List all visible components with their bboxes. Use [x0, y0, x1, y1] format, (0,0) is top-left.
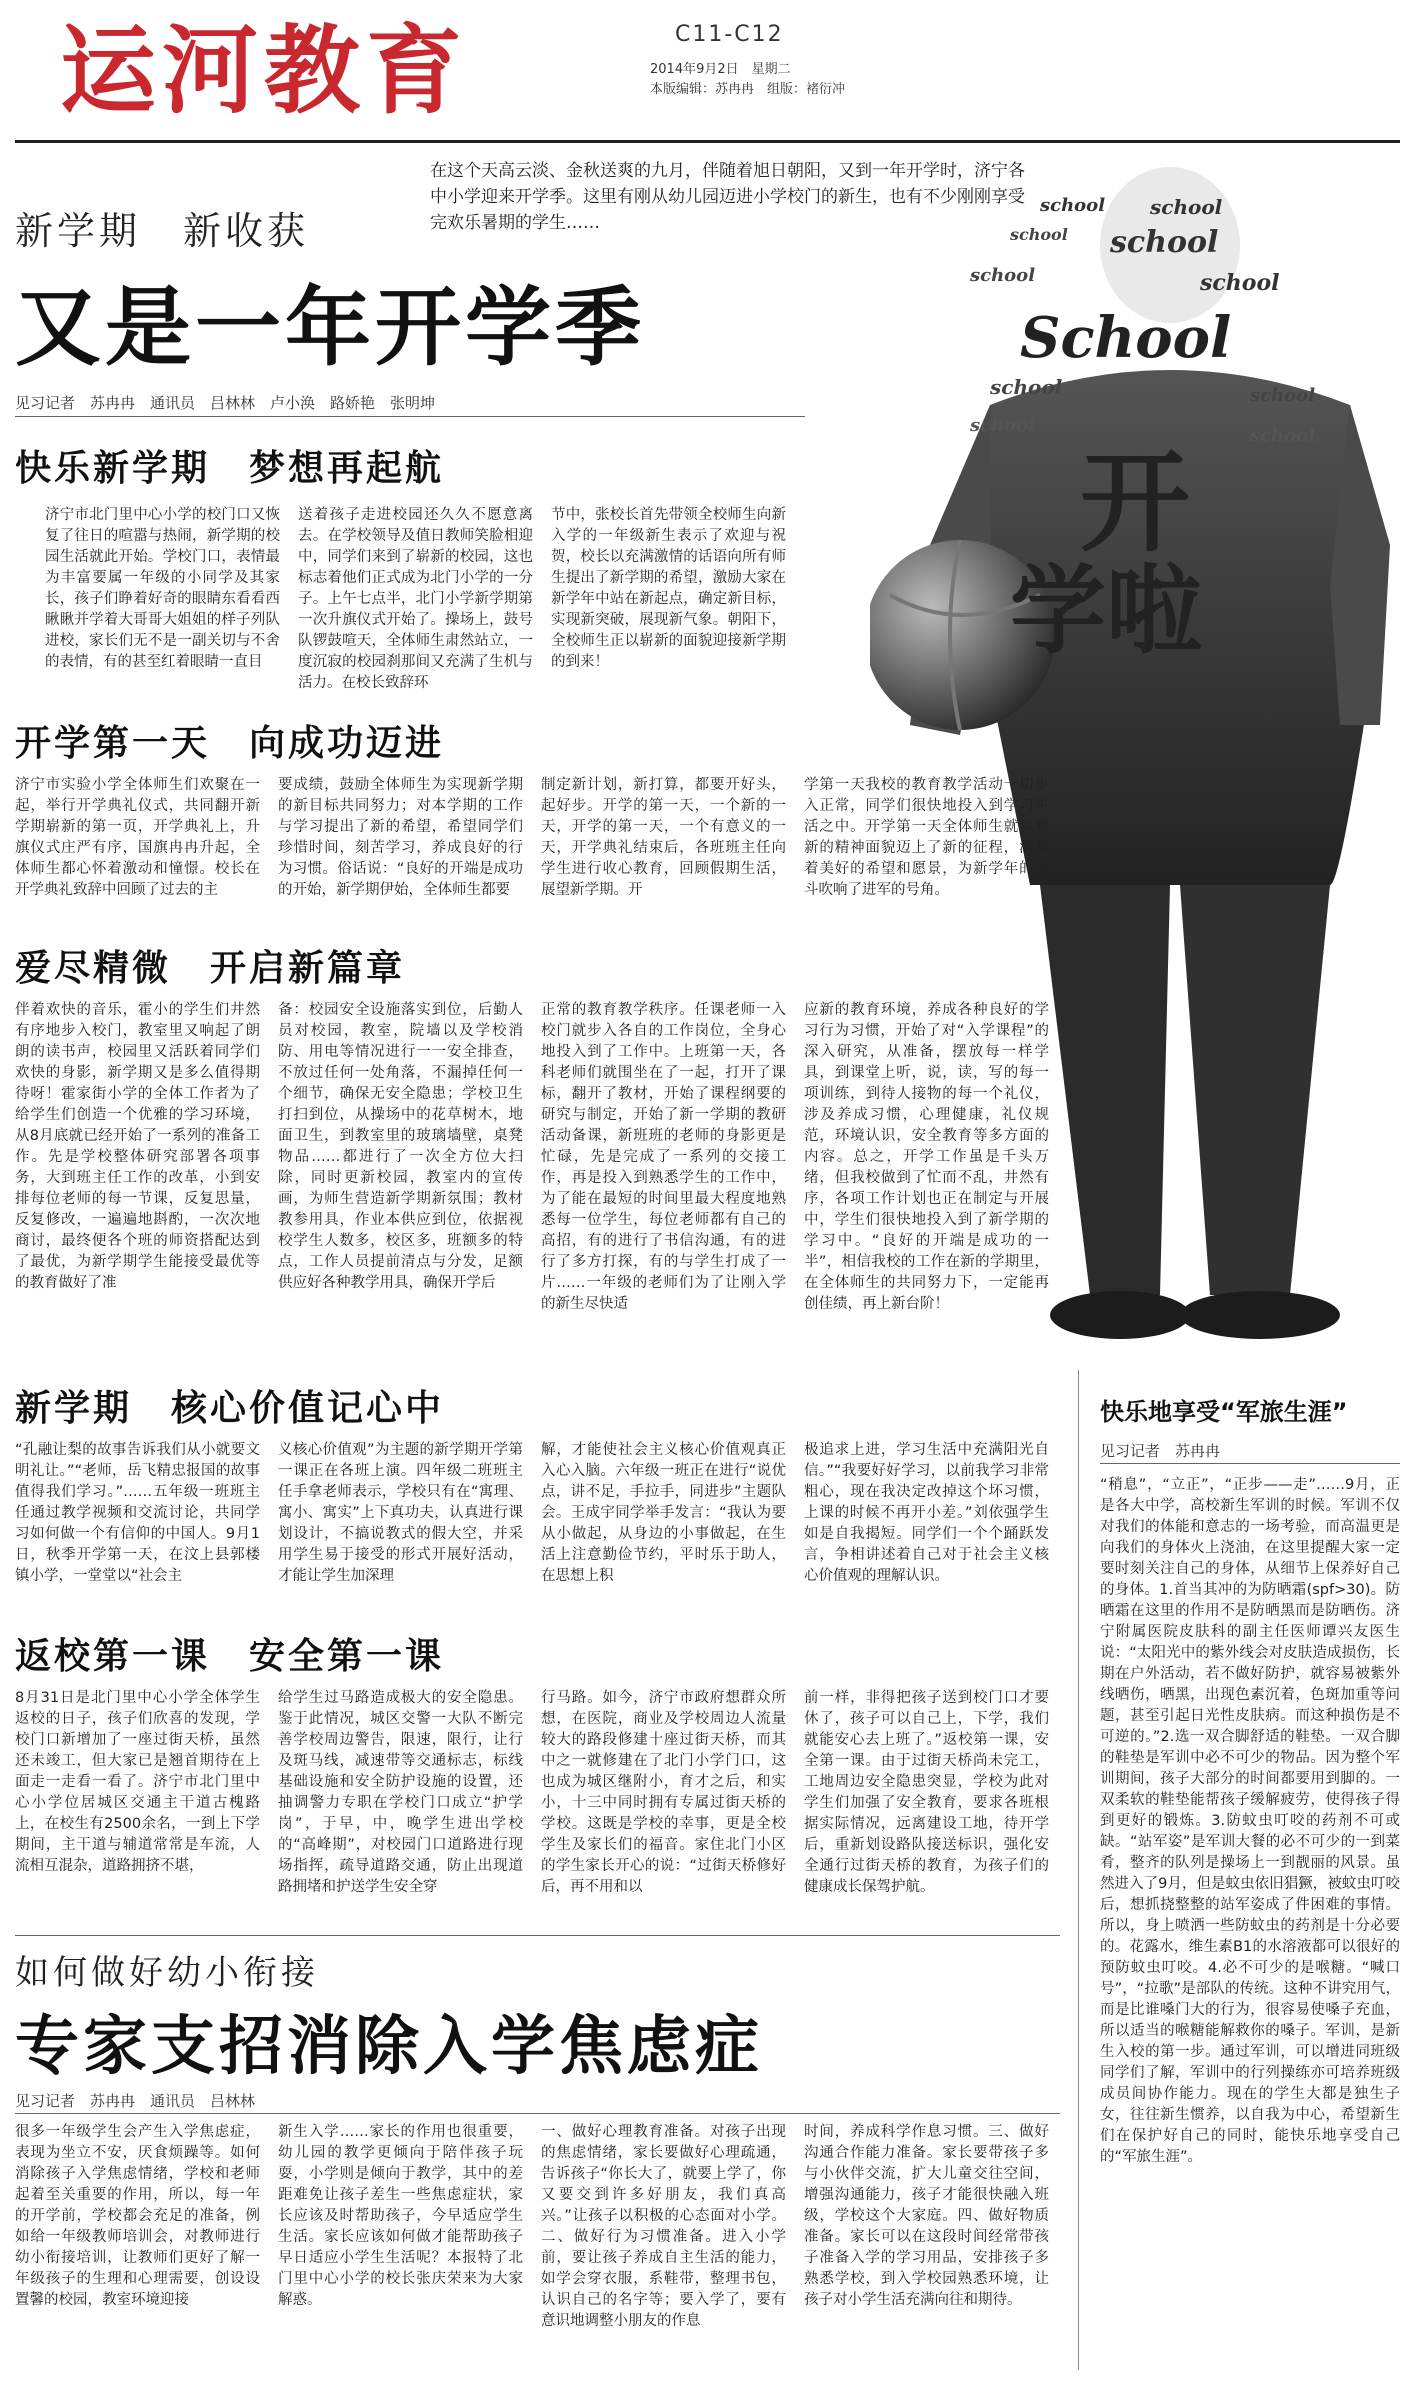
section-2-body — [15, 775, 1055, 925]
hero-word-8: school — [1250, 385, 1316, 406]
section-1-body — [45, 505, 805, 715]
layout-credit: 组版：褚衍冲 — [767, 82, 846, 97]
issue-weekday: 星期二 — [751, 62, 791, 77]
section-3-col-3: 正常的教育教学秩序。任课老师一入校门就步入各自的工作岗位，全身心地投入到了工作中。上班第一天，各科老师们就围坐在了一起，打开了课标，翻开了教材，开始了课程纲要的研究与制定，开始了新一学期的教研活动备课，新班班的老师的身影更是忙碌，先是完成了一系列的交接工作，再是投入到熟悉学生的工作中，为了能在最短的时间里最大程度地熟悉每一位学生，每位老师都有自己的高招，有的进行了书信沟通，有的进行了多方打探，有的与学生打成了一片……一年级的老师们为了让刚入学的新生尽快适 — [541, 1002, 786, 1312]
section-2-col-2: 要成绩，鼓励全体师生为实现新学期的新目标共同努力；对本学期的工作与学习提出了新的希望，希望同学们珍惜时间，刻苦学习，养成良好的行为习惯。俗话说：“良好的开端是成功的开始，新学期伊始，全体师生都要 — [278, 777, 523, 898]
feature-body — [15, 2122, 1055, 2372]
hero-word-4: school — [1110, 225, 1219, 260]
sidebar-rule — [1100, 1463, 1400, 1464]
lead-rule — [15, 416, 805, 417]
lead-kicker: 新学期 新收获 — [15, 209, 310, 253]
section-4-col-2: 义核心价值观”为主题的新学期开学第一课正在各班上演。四年级二班班主任手拿老师表示，学校只有在“寓理、寓小、寓实”上下真功夫，认真进行课划设计，不搞说教式的假大空，并采用学生易于接受的形式开展好活动，才能让学生加深理 — [278, 1442, 523, 1584]
hero-word-3: school — [1010, 225, 1068, 244]
section-3-title: 爱尽精微 开启新篇章 — [15, 948, 406, 989]
feature-byline: 见习记者 苏冉冉 通讯员 吕林林 — [15, 2092, 256, 2110]
page-numbers: C11-C12 — [675, 22, 784, 47]
editor-credit: 本版编辑：苏冉冉 — [650, 82, 755, 97]
feature-kicker: 如何做好幼小衔接 — [15, 1953, 319, 1993]
issue-meta — [650, 60, 845, 100]
feature-col-1: 很多一年级学生会产生入学焦虑症，表现为坐立不安，厌食烦躁等。如何消除孩子入学焦虑情绪，学校和老师起着至关重要的作用，所以，每一年的开学前，学校都会充足的准备，例如给一年级教师培训会，对教师进行幼小衔接培训，让教师们更好了解一年级孩子的生理和心理需要，创设设置馨的校园，教室环境迎接 — [15, 2124, 260, 2308]
masthead-title: 运河教育 — [60, 15, 468, 127]
feature-col-3: 一、做好心理教育准备。对孩子出现的焦虑情绪，家长要做好心理疏通，告诉孩子“你长大了，就要上学了，你又要交到许多好朋友，我们真高兴。”让孩子以积极的心态面对小学。二、做好行为习惯准备。进入小学前，要让孩子养成自主生活的能力，如学会穿衣服，系鞋带，整理书包，认识自己的名字等；要入学了，要有意识地调整小朋友的作息 — [541, 2124, 786, 2329]
hero-word-6: school — [1200, 270, 1280, 296]
sidebar-body: “稍息”，“立正”，“正步——走”……9月，正是各大中学，高校新生军训的时候。军训不仅对我们的体能和意志的一场考验，而高温更是向我们的身体火上浇油，在这里提醒大家一定要时刻关注自己的身体，从细节上保养好自己的身体。1.首当其冲的为防晒霜(spf>30)。防晒霜在这里的作用不是防晒黑而是防晒伤。济宁附属医院皮肤科的副主任医师谭兴友医生说：“太阳光中的紫外线会对皮肤造成损伤，长期在户外活动，若不做好防护，就容易被紫外线晒伤，晒黑，出现色素沉着，色斑加重等问题，甚至引起日光性皮肤病。而这种损伤是不可逆的。”2.选一双合脚舒适的鞋垫。一双合脚的鞋垫是军训中必不可少的物品。因为整个军训期间，孩子大部分的时间都要用到脚的。一双柔软的鞋垫能帮孩子缓解疲劳，使得孩子得到更好的锻炼。3.防蚊虫叮咬的药剂不可或缺。“站军姿”是军训大餐的必不可少的一到菜肴，整齐的队列是操场上一到靓丽的风景。虽然进入了9月，但是蚊虫依旧猖獗，被蚊虫叮咬后，想抓挠整整的站军姿成了件困难的事情。所以，身上喷洒一些防蚊虫的药剂是十分必要的。花露水，维生素B1的水溶液都可以很好的预防蚊虫叮咬。4.必不可少的是喉糖。“喊口号”，“拉歌”是部队的传统。这种不讲究用气，而是比谁嗓门大的行为，很容易使嗓子充血，所以适当的喉糖能解救你的嗓子。军训，是新生入校的第一步。通过军训，可以增进同班级同学们了解，军训中的行列操练亦可培养班级成员间协作能力。现在的学生大都是独生子女，往往新生惯养，以自我为中心，希望新生们在保护好自己的同时，能快乐地享受自己的“军旅生涯”。 — [1100, 1477, 1400, 2165]
section-3-col-4: 应新的教育环境，养成各种良好的学习行为习惯，开始了对“入学课程”的深入研究，从准备，摆放每一样学具，到课堂上听，说，读，写的每一项训练，到待人接物的每一个礼仪，涉及养成习惯，心理健康，礼仪规范，环境认识，安全教育等多方面的内容。总之，开学工作虽是千头万绪，但我校做到了忙而不乱，井然有序，各项工作计划也正在制定与开展中，学生们很快地投入到了新学期的学习中。“良好的开端是成功的一半”，相信我校的工作在新的学期里，在全体师生的共同努力下，一定能再创佳绩，再上新台阶！ — [804, 1002, 1049, 1312]
sidebar-divider — [1078, 1370, 1079, 2370]
hero-word-5: school — [970, 265, 1036, 286]
section-5-col-2: 给学生过马路造成极大的安全隐患。鉴于此情况，城区交警一大队不断完善学校周边警告，限速，限行，让行及斑马线，减速带等交通标志，标线基础设施和安全防护设施的设置，还抽调警力专职在学校门口成立“护学岗”，于早，中，晚学生进出学校的“高峰期”，对校园门口道路进行现场指挥，疏导道路交通，防止出现道路拥堵和护送学生安全穿 — [278, 1690, 523, 1895]
hero-slogan-line1: 开 — [1080, 439, 1190, 567]
section-1-col-1: 济宁市北门里中心小学的校门口又恢复了往日的喧嚣与热闹，新学期的校园生活就此开始。学校门口，表情最为丰富要属一年级的小同学及其家长，孩子们睁着好奇的眼睛东看看西瞅瞅并学着大哥哥大姐姐的样子列队进校，家长们无不是一副关切与不舍的表情，有的甚至红着眼睛一直目 — [45, 507, 280, 670]
hero-word-9: school — [970, 415, 1036, 436]
top-rule — [15, 140, 1400, 143]
hero-slogan-line2: 学啦 — [1010, 555, 1202, 667]
section-3-body — [15, 1000, 1055, 1340]
lead-title: 又是一年开学季 — [15, 278, 645, 378]
issue-date: 2014年9月2日 — [650, 62, 739, 77]
section-1-title: 快乐新学期 梦想再起航 — [15, 448, 445, 489]
section-4-col-3: 解，才能使社会主义核心价值观真正入心入脑。六年级一班正在进行“说优点，讲不足，手拉手，同进步”主题队会。王成宇同学举手发言：“我认为要从小做起，从身边的小事做起，在生活上注意勤俭节约，平时乐于助人，在思想上积 — [541, 1442, 786, 1584]
hero-word-1: school — [1040, 195, 1106, 216]
section-2-col-4: 学第一天我校的教育教学活动一切步入正常，同学们很快地投入到学习生活之中。开学第一天全体师生就以崭新的精神面貌迈上了新的征程，满载着美好的希望和愿景，为新学年的战斗吹响了进军的号角。 — [804, 777, 1049, 898]
section-5-body — [15, 1688, 1055, 1918]
sidebar-byline: 见习记者 苏冉冉 — [1100, 1442, 1221, 1460]
section-5-col-3: 行马路。如今，济宁市政府想群众所想，在医院，商业及学校周边人流量较大的路段修建十座过街天桥，而其中之一就修建在了北门小学门口，这也成为城区继附小，育才之后，和实小，十三中同时拥有专属过街天桥的学校。这既是学校的幸事，更是全校学生及家长们的福音。家住北门小区的学生家长开心的说：“过街天桥修好后，再不用和以 — [541, 1690, 786, 1895]
section-1-col-3: 节中，张校长首先带领全校师生向新入学的一年级新生表示了欢迎与祝贺，校长以充满激情的话语向所有师生提出了新学期的希望，激励大家在新学年中站在新起点，确定新目标，实现新突破，展现新气象。朝阳下，全校师生正以崭新的面貌迎接新学期的到来！ — [551, 507, 786, 670]
section-3-col-1: 伴着欢快的音乐，霍小的学生们井然有序地步入校门，教室里又响起了朗朗的读书声，校园里又活跃着同学们欢快的身影，新学期又是多么值得期待呀！霍家街小学的全体工作者为了给学生们创造一个优雅的学习环境，从8月底就已经开始了一系列的准备工作。先是学校整体研究部署各项事务，大到班主任工作的改革，小到安排每位老师的每一节课，反复思量，反复修改，一遍遍地斟酌，一次次地商讨，最终便各个班的师资搭配达到了最优，为新学期学生能接受最优等的教育做好了准 — [15, 1002, 260, 1291]
hero-word-7: school — [990, 375, 1063, 399]
hero-word-10: school — [1250, 425, 1316, 446]
section-5-col-4: 前一样，非得把孩子送到校门口才要休了，孩子可以自己上，下学，我们就能安心去上班了。”返校第一课，安全第一课。由于过街天桥尚未完工，工地周边安全隐患突显，学校为此对学生们加强了安全教育，要求各班根据实际情况，远离建设工地，待开学后，重新划设路队接送标识，强化安全通行过街天桥的教育，为孩子们的健康成长保驾护航。 — [804, 1690, 1049, 1895]
section-4-body — [15, 1440, 1055, 1605]
feature-col-4: 时间，养成科学作息习惯。三、做好沟通合作能力准备。家长要带孩子多与小伙伴交流，扩大儿童交往空间，增强沟通能力，孩子才能很快融入班级，学校这个大家庭。四、做好物质准备。家长可以在这段时间经常带孩子准备入学的学习用品，安排孩子多熟悉学校，到入学校园熟悉环境，让孩子对小学生活充满向往和期待。 — [804, 2124, 1049, 2308]
hero-word-2: school — [1150, 195, 1223, 219]
intro-paragraph: 在这个天高云淡、金秋送爽的九月，伴随着旭日朝阳，又到一年开学时，济宁各中小学迎来开学季。这里有刚从幼儿园迈进小学校门的新生，也有不少刚刚享受完欢乐暑期的学生…… — [430, 161, 1025, 233]
feature-rule-top — [15, 1935, 1060, 1936]
feature-rule — [15, 2113, 1060, 2114]
section-2-col-1: 济宁市实验小学全体师生们欢聚在一起，举行开学典礼仪式，共同翻开新学期崭新的第一页，开学典礼上，升旗仪式庄严有序，国旗冉冉升起，全体师生都心怀着激动和憧憬。校长在开学典礼致辞中回顾了过去的主 — [15, 777, 260, 898]
section-2-col-3: 制定新计划，新打算，都要开好头，起好步。开学的第一天，一个新的一天，开学的第一天，一个有意义的一天，开学典礼结束后，各班班主任向学生进行收心教育，回顾假期生活，展望新学期。开 — [541, 777, 786, 898]
section-4-col-1: “孔融让梨的故事告诉我们从小就要文明礼让。”“老师，岳飞精忠报国的故事值得我们学习。”……五年级一班班主任通过教学视频和交流讨论，共同学习如何做一个有信仰的中国人。9月1日，秋季开学第一天，在汶上县郭楼镇小学，一堂堂以“社会主 — [15, 1442, 260, 1584]
sidebar-title: 快乐地享受“军旅生涯” — [1100, 1398, 1348, 1426]
feature-title: 专家支招消除入学焦虑症 — [15, 2010, 763, 2084]
section-5-col-1: 8月31日是北门里中心小学全体学生返校的日子，孩子们欣喜的发现，学校门口新增加了一座过街天桥，虽然还未竣工，但大家已是翘首期待在上面走一走看一看了。济宁市北门里中心小学位居城区交通主干道古槐路上，在校生有2500余名，一到上下学期间，主干道与辅道常常是车流，人流相互混杂，道路拥挤不堪， — [15, 1690, 260, 1874]
section-5-title: 返校第一课 安全第一课 — [15, 1636, 445, 1677]
hero-big-word: School — [1020, 305, 1232, 371]
feature-col-2: 新生入学……家长的作用也很重要，幼儿园的教学更倾向于陪伴孩子玩耍，小学则是倾向于教学，其中的差距难免让孩子差生一些焦虑症状，家长应该及时帮助孩子，今早适应学生生活。家长应该如何做才能帮助孩子早日适应小学生生活呢？本报特了北门里中心小学的校长张庆荣来为大家解惑。 — [278, 2124, 523, 2308]
section-4-title: 新学期 核心价值记心中 — [15, 1388, 445, 1429]
section-3-col-2: 备：校园安全设施落实到位，后勤人员对校园，教室，院墙以及学校消防、用电等情况进行一一安全排查，不放过任何一处角落，不漏掉任何一个细节，确保无安全隐患；学校卫生打扫到位，从操场中的花草树木，地面卫生，到教室里的玻璃墙壁，桌凳物品……都进行了一次全方位大扫除，同时更新校园，教室内的宣传画，为师生营造新学期新氛围；教材教参用具，作业本供应到位，依据视校学生人数多，校区多，班额多的特点，工作人员提前清点与分发，足额供应好各种教学用具，确保开学后 — [278, 1002, 523, 1291]
lead-byline: 见习记者 苏冉冉 通讯员 吕林林 卢小涣 路娇艳 张明坤 — [15, 394, 436, 412]
section-2-title: 开学第一天 向成功迈进 — [15, 723, 445, 764]
section-1-col-2: 送着孩子走进校园还久久不愿意离去。在学校领导及值日教师笑脸相迎中，同学们来到了崭新的校园，这也标志着他们正式成为北门小学的一分子。上午七点半，北门小学新学期第一次升旗仪式开始了。操场上，鼓号队锣鼓喧天，全体师生肃然站立，一度沉寂的校园刹那间又充满了生机与活力。在校长致辞环 — [298, 507, 533, 691]
section-4-col-4: 极追求上进，学习生活中充满阳光自信。”“我要好好学习，以前我学习非常粗心，现在我决定改掉这个坏习惯，上课的时候不再开小差。”刘依强学生如是自我揭短。同学们一个个踊跃发言，争相讲述着自己对于社会主义核心价值观的理解认识。 — [804, 1442, 1049, 1584]
